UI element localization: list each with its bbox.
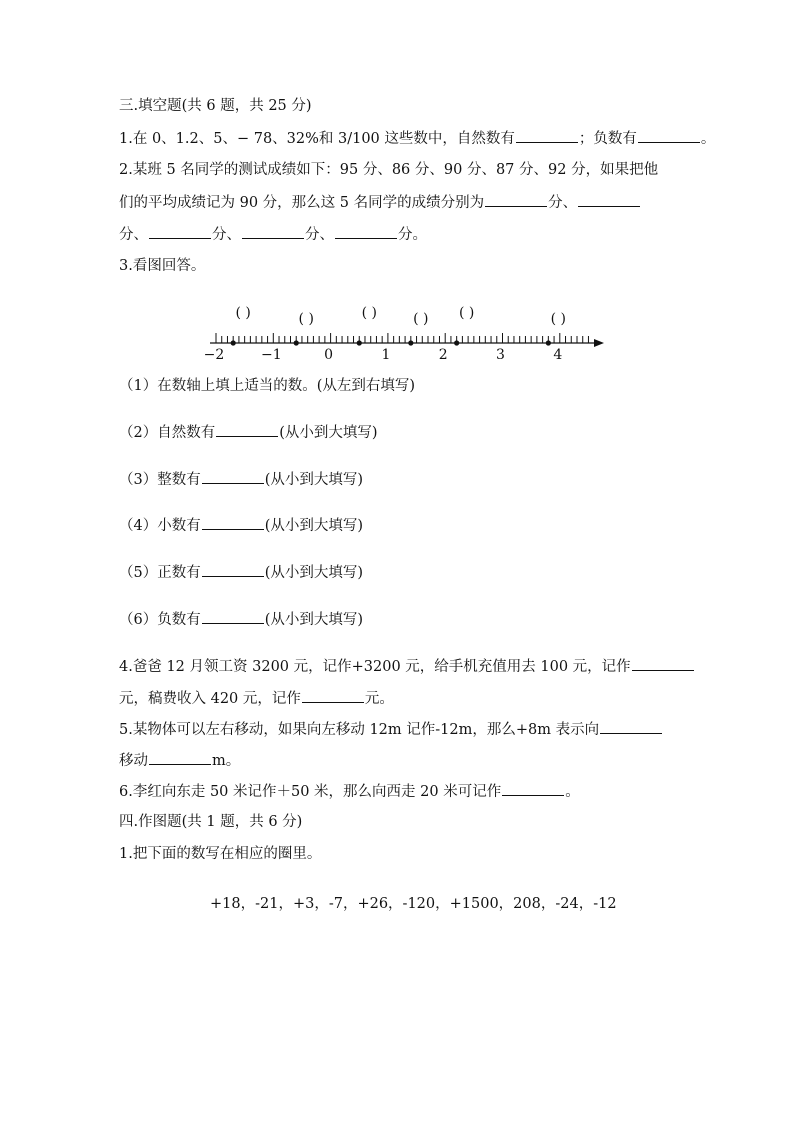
q3-sub-2 xyxy=(119,422,378,443)
section4-title: 四.作图题(共 1 题，共 6 分) xyxy=(119,814,303,830)
q4-text-a: 4.爸爸 12 月领工资 3200 元，记作+3200 元，给手机充值用去 100 元，记作 xyxy=(119,659,631,675)
q2-blank-2[interactable] xyxy=(578,192,640,207)
q3-sub-5-suffix: (从小到大填写) xyxy=(264,565,364,581)
q6-blank[interactable] xyxy=(502,781,564,796)
section3-title: 三.填空题(共 6 题，共 25 分) xyxy=(119,98,312,114)
q3-sub-6-suffix: (从小到大填写) xyxy=(264,612,364,628)
q3-blank-integer[interactable] xyxy=(202,469,264,484)
answer-bracket: ( ) xyxy=(235,305,251,321)
q5-text-a: 5.某物体可以左右移动，如果向左移动 12m 记作-12m，那么+8m 表示向 xyxy=(119,722,600,738)
q2-blank-1[interactable] xyxy=(485,192,547,207)
q2-blank-4[interactable] xyxy=(242,224,304,239)
q4-line1 xyxy=(119,656,695,677)
q2-text-3a: 分、 xyxy=(119,227,148,243)
axis-label: 3 xyxy=(496,347,505,363)
q3-sub-3-suffix: (从小到大填写) xyxy=(264,472,364,488)
q6-text-b: 。 xyxy=(565,784,580,800)
q2-text-3d: 分。 xyxy=(398,227,427,243)
q3-sub-3-text: （3）整数有 xyxy=(119,472,201,488)
q2-text-3c: 分、 xyxy=(305,227,334,243)
q5-text-c: m。 xyxy=(212,753,241,769)
q3-blank-decimal[interactable] xyxy=(202,515,264,530)
q3-sub-6-text: （6）负数有 xyxy=(119,612,201,628)
q2-line1: 2.某班 5 名同学的测试成绩如下：95 分、86 分、90 分、87 分、92 分，如果把他 xyxy=(119,162,659,178)
axis-label: 4 xyxy=(553,347,563,363)
point-dot xyxy=(454,340,459,345)
q3-blank-natural[interactable] xyxy=(216,422,278,437)
answer-bracket: ( ) xyxy=(298,311,314,327)
q3-sub-5 xyxy=(119,562,363,583)
point-dot xyxy=(294,340,299,345)
q5-line1 xyxy=(119,719,663,740)
point-dot xyxy=(357,340,362,345)
q1-text-b: ；负数有 xyxy=(578,131,637,147)
q4-text-b: 元，稿费收入 420 元，记作 xyxy=(119,691,301,707)
q2-text-2b: 分、 xyxy=(548,195,578,211)
q1-text-c: 。 xyxy=(700,131,716,147)
axis-label: 1 xyxy=(381,347,391,363)
section4-q1: 1.把下面的数写在相应的圈里。 xyxy=(119,846,322,862)
axis-label: 2 xyxy=(438,347,448,363)
answer-bracket: ( ) xyxy=(361,305,377,321)
axis-label: 0 xyxy=(324,347,334,363)
point-dot xyxy=(408,340,413,345)
q4-text-c: 元。 xyxy=(364,691,394,707)
point-dot xyxy=(546,340,551,345)
q4-blank-1[interactable] xyxy=(632,656,694,671)
q2-line2 xyxy=(119,192,641,213)
q2-blank-3[interactable] xyxy=(149,224,211,239)
q1-blank-natural[interactable] xyxy=(516,128,578,143)
q3-blank-positive[interactable] xyxy=(202,562,264,577)
number-line-diagram xyxy=(190,298,610,368)
q3-sub-2-suffix: (从小到大填写) xyxy=(279,425,378,441)
axis-arrow-icon xyxy=(594,339,604,347)
q3-sub-4-text: （4）小数有 xyxy=(119,518,201,534)
answer-bracket: ( ) xyxy=(458,305,475,321)
q2-text-3b: 分、 xyxy=(212,227,241,243)
q3-sub-6 xyxy=(119,609,363,630)
q4-blank-2[interactable] xyxy=(302,688,364,703)
q2-blank-5[interactable] xyxy=(335,224,397,239)
section4-numbers: +18，-21，+3，-7，+26，-120，+1500，208，-24，-12 xyxy=(210,896,617,912)
q3-blank-negative[interactable] xyxy=(202,609,264,624)
axis-label: −1 xyxy=(260,347,282,363)
q2-line3 xyxy=(119,224,427,245)
q2-text-2a: 们的平均成绩记为 90 分，那么这 5 名同学的成绩分别为 xyxy=(119,195,485,211)
q5-text-b: 移动 xyxy=(119,753,148,769)
q3-sub-3 xyxy=(119,469,363,490)
q3-sub-2-text: （2）自然数有 xyxy=(119,425,216,441)
q5-line2 xyxy=(119,750,240,771)
point-dot xyxy=(231,340,236,345)
axis-label: −2 xyxy=(203,347,225,363)
q3-sub-4-suffix: (从小到大填写) xyxy=(264,518,364,534)
q3-title: 3.看图回答。 xyxy=(119,258,206,274)
answer-bracket: ( ) xyxy=(550,311,567,327)
q1-blank-negative[interactable] xyxy=(638,128,700,143)
q3-sub-5-text: （5）正数有 xyxy=(119,565,201,581)
q5-blank-direction[interactable] xyxy=(600,719,662,734)
q6-text-a: 6.李红向东走 50 米记作＋50 米，那么向西走 20 米可记作 xyxy=(119,784,502,800)
q6-line xyxy=(119,781,580,802)
q1-text-a: 1.在 0、1.2、5、− 78、32%和 3/100 这些数中，自然数有 xyxy=(119,131,515,147)
q4-line2 xyxy=(119,688,394,709)
q1-line xyxy=(119,128,715,149)
answer-bracket: ( ) xyxy=(413,311,429,327)
q3-sub-1: （1）在数轴上填上适当的数。(从左到右填写) xyxy=(119,378,416,394)
q3-sub-4 xyxy=(119,515,363,536)
q5-blank-distance[interactable] xyxy=(149,750,211,765)
